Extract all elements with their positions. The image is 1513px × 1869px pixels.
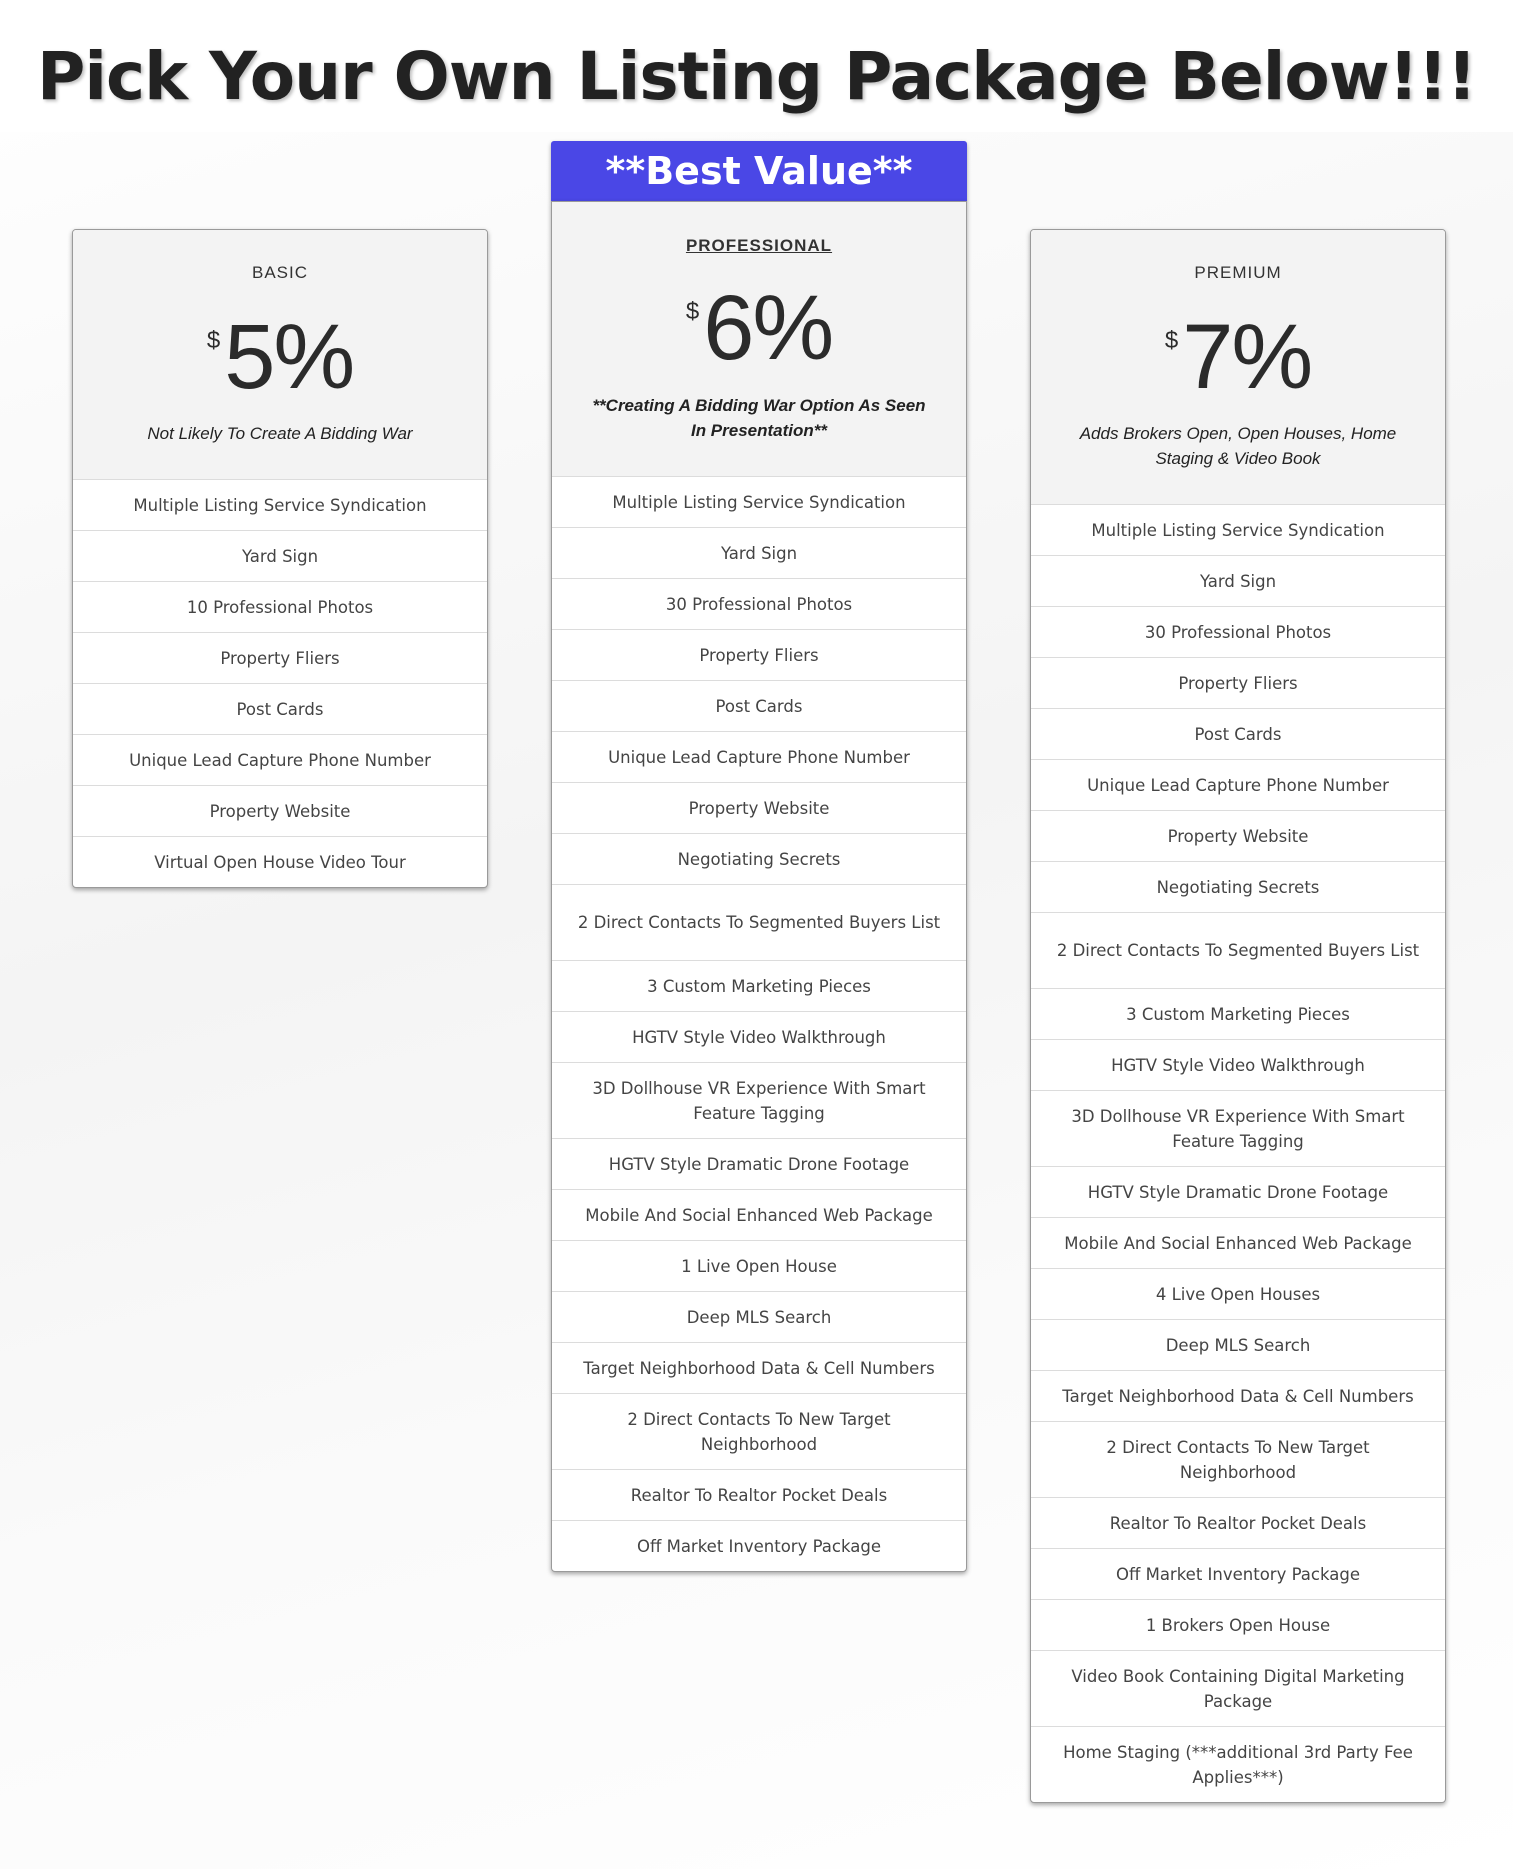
page-title: Pick Your Own Listing Package Below!!! bbox=[37, 38, 1476, 115]
feature-item: Multiple Listing Service Syndication bbox=[552, 476, 966, 527]
feature-item: Virtual Open House Video Tour bbox=[73, 836, 487, 887]
plan-name: PREMIUM bbox=[1194, 263, 1282, 282]
best-value-badge: **Best Value** bbox=[551, 141, 967, 201]
feature-item: HGTV Style Video Walkthrough bbox=[552, 1011, 966, 1062]
price-amount: 6% bbox=[703, 277, 833, 379]
currency-symbol: $ bbox=[685, 298, 700, 325]
feature-item: 3 Custom Marketing Pieces bbox=[1031, 988, 1445, 1039]
plan-header-basic bbox=[73, 230, 487, 479]
feature-item: Multiple Listing Service Syndication bbox=[1031, 504, 1445, 555]
plan-card-basic[interactable] bbox=[72, 229, 488, 888]
feature-item: 4 Live Open Houses bbox=[1031, 1268, 1445, 1319]
feature-item: 10 Professional Photos bbox=[73, 581, 487, 632]
feature-item: Video Book Containing Digital Marketing Package bbox=[1031, 1650, 1445, 1726]
feature-item: 3 Custom Marketing Pieces bbox=[552, 960, 966, 1011]
feature-item: 1 Brokers Open House bbox=[1031, 1599, 1445, 1650]
price-amount: 7% bbox=[1182, 306, 1312, 408]
feature-item: Mobile And Social Enhanced Web Package bbox=[1031, 1217, 1445, 1268]
feature-list-professional bbox=[552, 476, 966, 1571]
plan-header-professional bbox=[552, 202, 966, 476]
feature-item: 30 Professional Photos bbox=[552, 578, 966, 629]
feature-item: Realtor To Realtor Pocket Deals bbox=[552, 1469, 966, 1520]
feature-item: HGTV Style Dramatic Drone Footage bbox=[1031, 1166, 1445, 1217]
feature-item: 1 Live Open House bbox=[552, 1240, 966, 1291]
feature-item: Property Fliers bbox=[552, 629, 966, 680]
feature-item: Negotiating Secrets bbox=[552, 833, 966, 884]
feature-item: Yard Sign bbox=[552, 527, 966, 578]
feature-item: Post Cards bbox=[1031, 708, 1445, 759]
feature-item: Property Fliers bbox=[73, 632, 487, 683]
feature-item: Multiple Listing Service Syndication bbox=[73, 479, 487, 530]
feature-item: 3D Dollhouse VR Experience With Smart Feature Tagging bbox=[1031, 1090, 1445, 1166]
feature-item: Property Fliers bbox=[1031, 657, 1445, 708]
feature-item: Target Neighborhood Data & Cell Numbers bbox=[552, 1342, 966, 1393]
feature-item: Realtor To Realtor Pocket Deals bbox=[1031, 1497, 1445, 1548]
feature-item: Target Neighborhood Data & Cell Numbers bbox=[1031, 1370, 1445, 1421]
feature-item: Property Website bbox=[552, 782, 966, 833]
feature-item: 30 Professional Photos bbox=[1031, 606, 1445, 657]
feature-item: HGTV Style Dramatic Drone Footage bbox=[552, 1138, 966, 1189]
feature-item: 2 Direct Contacts To Segmented Buyers List bbox=[552, 884, 966, 960]
plan-price bbox=[552, 277, 966, 379]
feature-item: 2 Direct Contacts To New Target Neighborhood bbox=[1031, 1421, 1445, 1497]
feature-item: 3D Dollhouse VR Experience With Smart Feature Tagging bbox=[552, 1062, 966, 1138]
plan-card-premium[interactable] bbox=[1030, 229, 1446, 1803]
plan-tagline: **Creating A Bidding War Option As Seen In Presentation** bbox=[592, 396, 926, 440]
plan-price bbox=[73, 306, 487, 408]
feature-item: Negotiating Secrets bbox=[1031, 861, 1445, 912]
feature-item: Yard Sign bbox=[1031, 555, 1445, 606]
feature-item: Unique Lead Capture Phone Number bbox=[1031, 759, 1445, 810]
feature-item: Mobile And Social Enhanced Web Package bbox=[552, 1189, 966, 1240]
feature-item: Off Market Inventory Package bbox=[552, 1520, 966, 1571]
plan-name: PROFESSIONAL bbox=[685, 236, 833, 255]
feature-item: Unique Lead Capture Phone Number bbox=[552, 731, 966, 782]
feature-item: Off Market Inventory Package bbox=[1031, 1548, 1445, 1599]
feature-item: Deep MLS Search bbox=[1031, 1319, 1445, 1370]
feature-item: Yard Sign bbox=[73, 530, 487, 581]
currency-symbol: $ bbox=[206, 327, 221, 354]
plan-name: BASIC bbox=[251, 263, 309, 282]
plan-tagline: Not Likely To Create A Bidding War bbox=[147, 424, 413, 443]
feature-item: Home Staging (***additional 3rd Party Fee Applies***) bbox=[1031, 1726, 1445, 1802]
feature-item: Post Cards bbox=[552, 680, 966, 731]
feature-list-basic bbox=[73, 479, 487, 887]
feature-list-premium bbox=[1031, 504, 1445, 1802]
price-amount: 5% bbox=[224, 306, 354, 408]
feature-item: 2 Direct Contacts To Segmented Buyers List bbox=[1031, 912, 1445, 988]
feature-item: Post Cards bbox=[73, 683, 487, 734]
feature-item: Deep MLS Search bbox=[552, 1291, 966, 1342]
feature-item: Unique Lead Capture Phone Number bbox=[73, 734, 487, 785]
plan-header-premium bbox=[1031, 230, 1445, 504]
feature-item: Property Website bbox=[1031, 810, 1445, 861]
currency-symbol: $ bbox=[1164, 327, 1179, 354]
plan-price bbox=[1031, 306, 1445, 408]
plan-tagline: Adds Brokers Open, Open Houses, Home Staging & Video Book bbox=[1079, 424, 1397, 468]
feature-item: HGTV Style Video Walkthrough bbox=[1031, 1039, 1445, 1090]
feature-item: 2 Direct Contacts To New Target Neighborhood bbox=[552, 1393, 966, 1469]
plan-card-professional[interactable] bbox=[551, 201, 967, 1572]
feature-item: Property Website bbox=[73, 785, 487, 836]
